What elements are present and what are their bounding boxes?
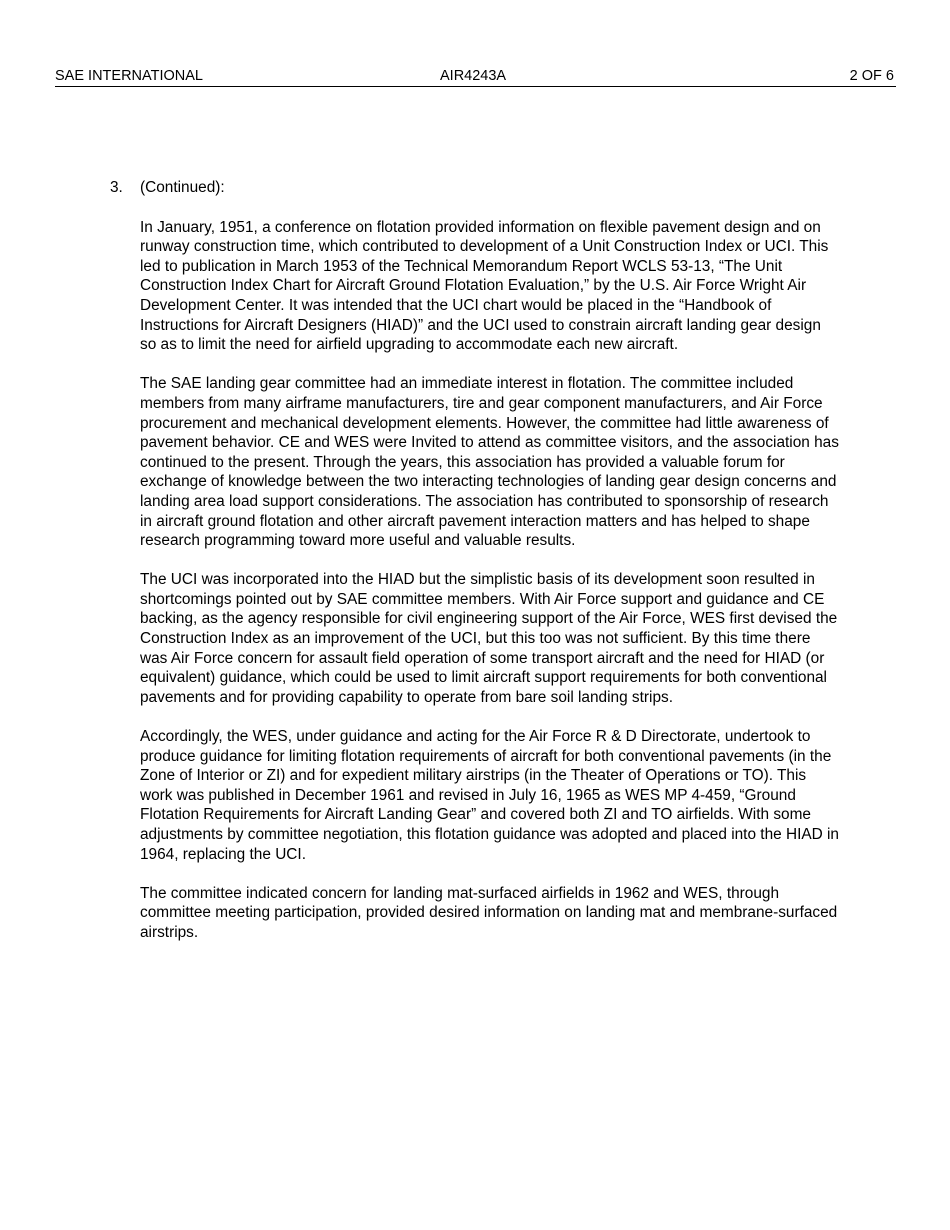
page-number: 2 OF 6 [849,68,894,84]
section-heading [110,178,850,198]
paragraph-wes-guidance: Accordingly, the WES, under guidance and acting for the Air Force R & D Directorate, undertook to produce guidance for limiting flotation requirements of aircraft for both conventional pavements (in the Zone of Interior or ZI) and for expedient military airstrips (in the Theater of Operations or TO). This work was published in December 1961 and revised in July 16, 1965 as WES MP 4-459, “Ground Flotation Requirements for Aircraft Landing Gear” and covered both ZI and TO airfields. With some adjustments by committee negotiation, this flotation guidance was adopted and placed into the HIAD in 1964, replacing the UCI. [140,728,839,863]
section-number: 3. [110,179,123,196]
section-3 [110,178,850,962]
section-title: (Continued): [140,179,225,196]
document-id: AIR4243A [440,68,507,84]
organization-name: SAE INTERNATIONAL [55,68,203,84]
paragraph-landing-mat: The committee indicated concern for landing mat-surfaced airfields in 1962 and WES, through committee meeting participation, provided desired information on landing mat and membrane-surfaced airstrips. [140,884,838,941]
page-header [55,66,896,87]
paragraph-uci-shortcomings: The UCI was incorporated into the HIAD but the simplistic basis of its development soon resulted in shortcomings pointed out by SAE committee members. With Air Force support and guidance and CE backing, as the agency responsible for civil engineering support of the Air Force, WES first devised the Construction Index as an improvement of the UCI, but this too was not sufficient. By this time there was Air Force concern for assault field operation of some transport aircraft and the need for HIAD (or equivalent) guidance, which could be used to limit aircraft support requirements for both conventional pavements and for providing capability to operate from bare soil landing strips. [140,571,838,706]
paragraph-uci-origin: In January, 1951, a conference on flotation provided information on flexible pavement design and on runway construction time, which contributed to development of a Unit Construction Index or UCI. This led to publication in March 1953 of the Technical Memorandum Report WCLS 53-13, “The Unit Construction Index Chart for Aircraft Ground Flotation Evaluation,” by the U.S. Air Force Wright Air Development Center. It was intended that the UCI chart would be placed in the “Handbook of Instructions for Aircraft Designers (HIAD)” and the UCI used to constrain aircraft landing gear design so as to limit the need for airfield upgrading to accommodate each new aircraft. [140,218,829,354]
section-body [140,218,840,943]
paragraph-sae-committee: The SAE landing gear committee had an immediate interest in flotation. The committee included members from many airframe manufacturers, tire and gear component manufacturers, and Air Force procurement and mechanical development elements. However, the committee had little awareness of pavement behavior. CE and WES were Invited to attend as committee visitors, and the association has continued to the present. Through the years, this association has provided a valuable forum for exchange of knowledge between the two interacting technologies of landing gear design concerns and landing area load support considerations. The association has contributed to sponsorship of research in aircraft ground flotation and other aircraft pavement interaction matters and has helped to shape research programming toward more useful and valuable results. [140,375,839,550]
